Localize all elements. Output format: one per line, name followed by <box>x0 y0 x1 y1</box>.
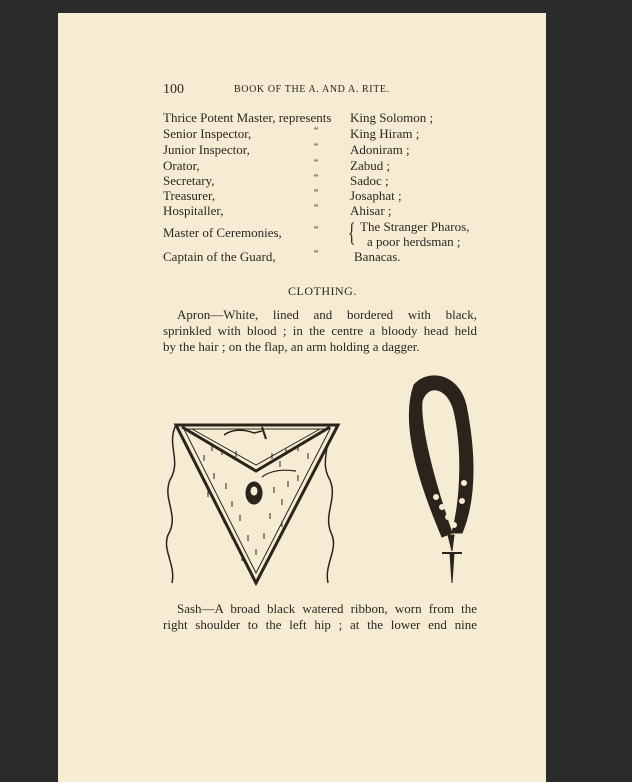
paragraph-line: by the hair ; on the flap, an arm holding a dagger. <box>163 339 420 354</box>
sash-illustration <box>409 376 473 583</box>
officer-row <box>58 203 546 219</box>
apron-illustration <box>166 425 338 583</box>
apron-paragraph <box>163 307 477 355</box>
officer-name: Adoniram ; <box>350 142 410 157</box>
officer-name: Sadoc ; <box>350 173 389 188</box>
officer-name: King Solomon ; <box>350 110 434 125</box>
officer-name: Banacas. <box>354 249 401 264</box>
officer-name: Ahisar ; <box>350 203 392 218</box>
officer-row <box>58 225 546 241</box>
officer-name: Zabud ; <box>350 158 391 173</box>
officer-office: Orator, <box>163 158 200 173</box>
sash-paragraph <box>163 601 477 633</box>
ditto-mark: “ <box>314 249 319 260</box>
officer-office: Thrice Potent Master, represents <box>163 110 332 125</box>
ditto-mark: “ <box>314 173 319 184</box>
officer-office: Senior Inspector, <box>163 126 252 141</box>
officer-office: Secretary, <box>163 173 215 188</box>
page-number: 100 <box>163 82 184 97</box>
officer-row <box>58 173 546 189</box>
paragraph-line: Sash—A broad black watered ribbon, worn from the <box>177 601 477 616</box>
officer-row <box>58 110 546 126</box>
ditto-mark: “ <box>314 203 319 214</box>
officer-row <box>58 158 546 174</box>
officer-office: Captain of the Guard, <box>163 249 276 264</box>
officer-row <box>58 142 546 158</box>
officer-name: Josaphat ; <box>350 188 402 203</box>
officer-name-line: a poor herdsman ; <box>367 234 461 249</box>
paragraph-line: Apron—White, lined and bordered with black, <box>177 307 477 322</box>
book-page <box>58 13 546 782</box>
officer-office: Master of Ceremonies, <box>163 225 282 240</box>
running-title: BOOK OF THE A. AND A. RITE. <box>234 84 390 95</box>
officer-row <box>58 126 546 142</box>
ditto-mark: “ <box>314 158 319 169</box>
ditto-mark: “ <box>314 188 319 199</box>
paragraph-line: sprinkled with blood ; in the centre a bloody head held <box>163 323 477 338</box>
officer-row <box>58 188 546 204</box>
officer-office: Hospitaller, <box>163 203 224 218</box>
paragraph-line: right shoulder to the left hip ; at the lower end nine <box>163 617 477 632</box>
officer-name: King Hiram ; <box>350 126 420 141</box>
officer-office: Junior Inspector, <box>163 142 250 157</box>
officer-office: Treasurer, <box>163 188 216 203</box>
clothing-illustrations <box>162 365 484 597</box>
officer-row <box>58 249 546 265</box>
ditto-mark: “ <box>314 225 319 236</box>
ditto-mark: “ <box>314 126 319 137</box>
curly-brace: { <box>348 218 356 247</box>
section-title: CLOTHING. <box>288 284 357 298</box>
ditto-mark: “ <box>314 142 319 153</box>
officer-name-line: The Stranger Pharos, <box>360 219 470 234</box>
